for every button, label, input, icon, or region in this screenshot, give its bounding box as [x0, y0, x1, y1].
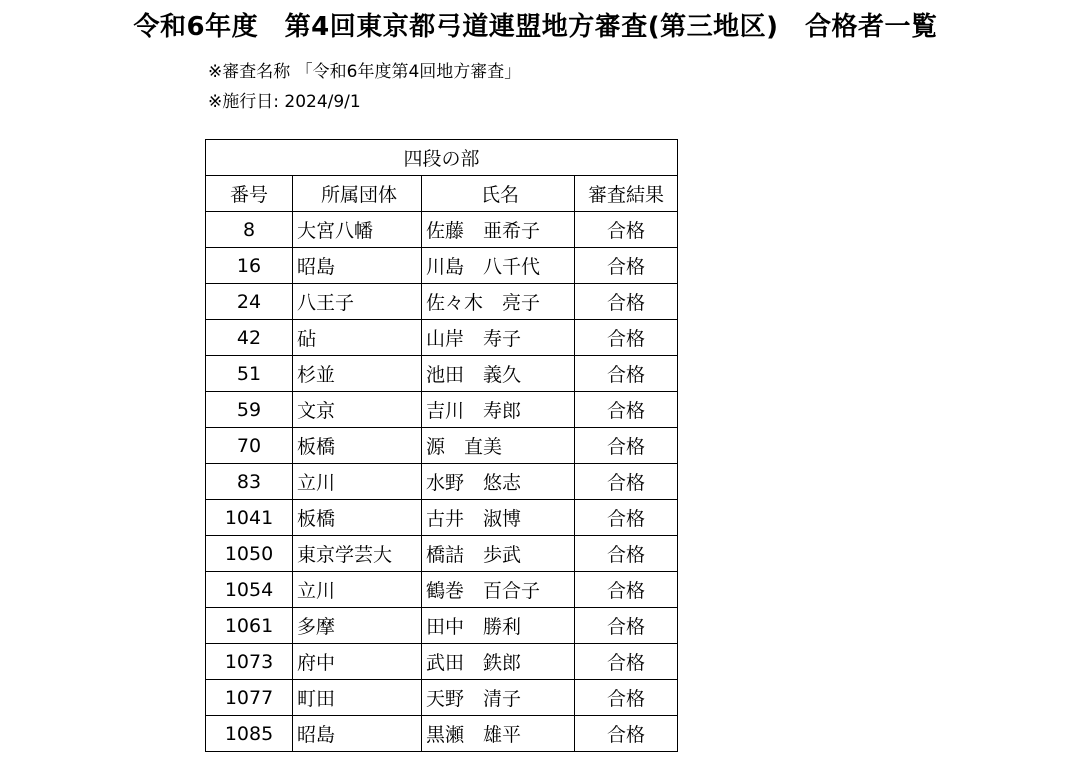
- cell-number: 1061: [206, 608, 293, 644]
- cell-name: 天野 清子: [422, 680, 575, 716]
- cell-result: 合格: [575, 212, 678, 248]
- cell-number: 51: [206, 356, 293, 392]
- page-title: 令和6年度 第4回東京都弓道連盟地方審査(第三地区) 合格者一覧: [133, 12, 938, 42]
- table-row: [206, 356, 678, 392]
- cell-number: 1073: [206, 644, 293, 680]
- cell-club: 昭島: [293, 248, 422, 284]
- cell-club: 八王子: [293, 284, 422, 320]
- cell-name: 山岸 寿子: [422, 320, 575, 356]
- cell-club: 多摩: [293, 608, 422, 644]
- table-row: [206, 608, 678, 644]
- cell-result: 合格: [575, 392, 678, 428]
- cell-club: 板橋: [293, 428, 422, 464]
- table-row: [206, 248, 678, 284]
- cell-number: 1085: [206, 716, 293, 752]
- cell-result: 合格: [575, 536, 678, 572]
- exam-name-note: ※審査名称 「令和6年度第4回地方審査」: [208, 62, 522, 82]
- table-row: [206, 464, 678, 500]
- table-row: [206, 536, 678, 572]
- cell-result: 合格: [575, 716, 678, 752]
- cell-club: 砧: [293, 320, 422, 356]
- cell-name: 田中 勝利: [422, 608, 575, 644]
- results-table: [205, 139, 678, 752]
- cell-club: 杉並: [293, 356, 422, 392]
- table-row: [206, 320, 678, 356]
- section-title: 四段の部: [206, 140, 678, 176]
- cell-number: 24: [206, 284, 293, 320]
- cell-result: 合格: [575, 320, 678, 356]
- header-number: 番号: [206, 176, 293, 212]
- cell-number: 83: [206, 464, 293, 500]
- cell-number: 1077: [206, 680, 293, 716]
- table-row: [206, 500, 678, 536]
- cell-result: 合格: [575, 428, 678, 464]
- cell-club: 東京学芸大: [293, 536, 422, 572]
- cell-club: 府中: [293, 644, 422, 680]
- header-club: 所属団体: [293, 176, 422, 212]
- cell-club: 文京: [293, 392, 422, 428]
- cell-result: 合格: [575, 680, 678, 716]
- cell-result: 合格: [575, 500, 678, 536]
- cell-name: 佐藤 亜希子: [422, 212, 575, 248]
- exam-date-note: ※施行日: 2024/9/1: [208, 92, 361, 112]
- table-row: [206, 428, 678, 464]
- cell-result: 合格: [575, 356, 678, 392]
- cell-name: 古井 淑博: [422, 500, 575, 536]
- cell-number: 70: [206, 428, 293, 464]
- table-row: [206, 212, 678, 248]
- cell-name: 武田 鉄郎: [422, 644, 575, 680]
- cell-name: 佐々木 亮子: [422, 284, 575, 320]
- cell-number: 1050: [206, 536, 293, 572]
- cell-result: 合格: [575, 644, 678, 680]
- cell-result: 合格: [575, 284, 678, 320]
- cell-number: 8: [206, 212, 293, 248]
- column-header-row: [206, 176, 678, 212]
- header-name: 氏名: [422, 176, 575, 212]
- table-row: [206, 680, 678, 716]
- table-row: [206, 284, 678, 320]
- cell-club: 昭島: [293, 716, 422, 752]
- cell-name: 水野 悠志: [422, 464, 575, 500]
- cell-club: 板橋: [293, 500, 422, 536]
- header-result: 審査結果: [575, 176, 678, 212]
- cell-club: 立川: [293, 464, 422, 500]
- cell-name: 川島 八千代: [422, 248, 575, 284]
- table-row: [206, 716, 678, 752]
- cell-club: 大宮八幡: [293, 212, 422, 248]
- cell-number: 59: [206, 392, 293, 428]
- cell-club: 町田: [293, 680, 422, 716]
- cell-result: 合格: [575, 608, 678, 644]
- table-row: [206, 572, 678, 608]
- cell-result: 合格: [575, 572, 678, 608]
- cell-name: 橋詰 歩武: [422, 536, 575, 572]
- cell-name: 源 直美: [422, 428, 575, 464]
- table-row: [206, 644, 678, 680]
- cell-name: 黒瀬 雄平: [422, 716, 575, 752]
- cell-name: 池田 義久: [422, 356, 575, 392]
- cell-club: 立川: [293, 572, 422, 608]
- cell-result: 合格: [575, 464, 678, 500]
- cell-result: 合格: [575, 248, 678, 284]
- cell-name: 鶴巻 百合子: [422, 572, 575, 608]
- cell-number: 16: [206, 248, 293, 284]
- cell-name: 吉川 寿郎: [422, 392, 575, 428]
- cell-number: 1054: [206, 572, 293, 608]
- section-header-row: [206, 140, 678, 176]
- cell-number: 42: [206, 320, 293, 356]
- cell-number: 1041: [206, 500, 293, 536]
- table-row: [206, 392, 678, 428]
